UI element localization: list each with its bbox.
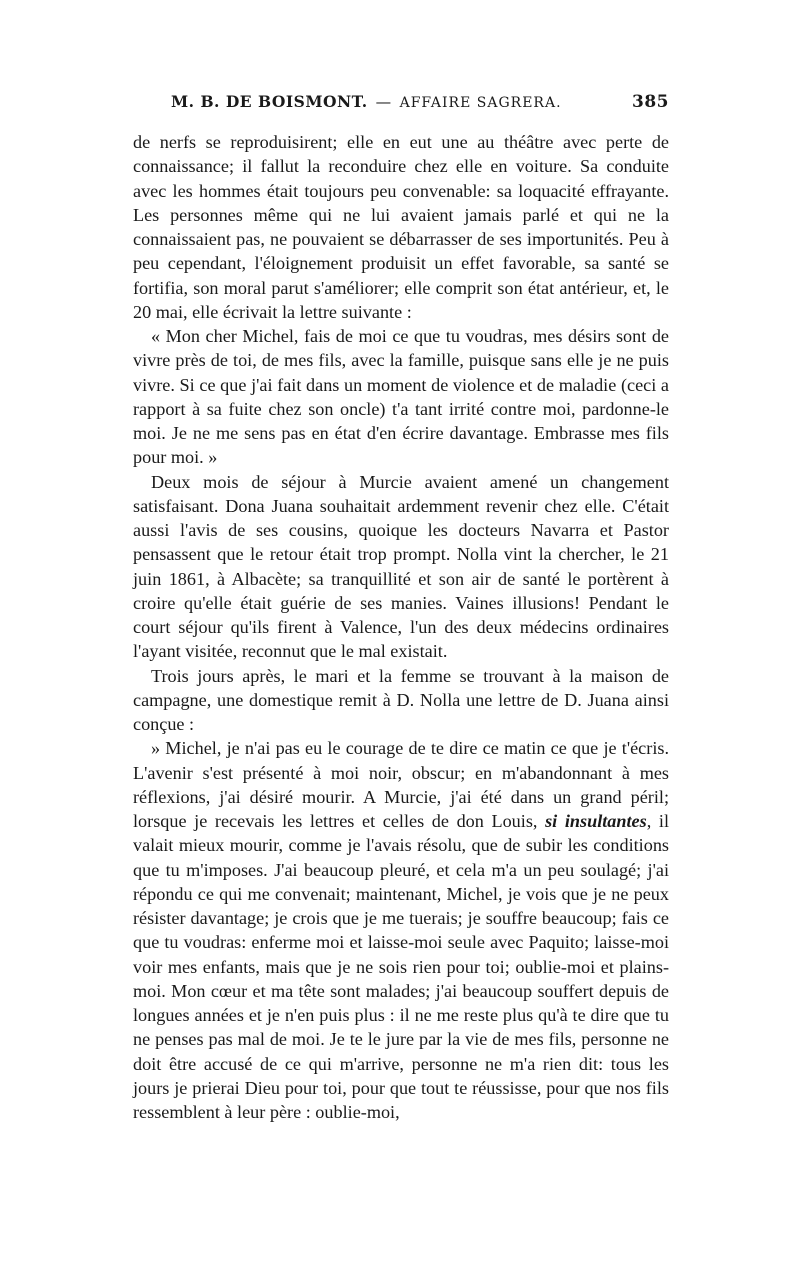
page-body: [133, 130, 669, 1124]
header-case-title: AFFAIRE SAGRERA.: [399, 95, 562, 111]
header-separator: —: [375, 93, 392, 111]
letter-text-start: » Michel, je n'ai pas eu le courage de te dire ce matin ce que je t'écris. L'avenir s'est présenté à moi noir, obscur; en m'abandonnant à mes réflexions, j'ai désiré mourir. A Murcie, j'ai été dans un grand péril; lorsque je recevais les lettres et celles de don Louis,: [133, 738, 669, 831]
page-number: 385: [632, 92, 669, 112]
paragraph-letter-intro: Trois jours après, le mari et la femme se trouvant à la maison de campagne, une domestique remit à D. Nolla une lettre de D. Juana ainsi conçue :: [133, 665, 669, 734]
letter-text-end: , il valait mieux mourir, comme je l'avais résolu, que de subir les conditions que tu m'imposes. J'ai beaucoup pleuré, et cela m'a un peu soulagé; j'ai répondu ce qui me convenait; maintenant, Michel, je vois que je ne peux résister davantage; je crois que je me tuerais; je souffre beaucoup; fais ce que tu voudras: enferme moi et laisse-moi seule avec Paquito; laisse-moi voir mes enfants, mais que je ne sois rien pour toi; oublie-moi et plains-moi. Mon cœur et ma tête sont malades; j'ai beaucoup souffert depuis de longues années et je n'en puis plus : il ne me reste plus qu'à te dire que tu ne penses pas mal de moi. Je te le jure par la vie de mes fils, personne ne doit être accusé de ce qui m'arrive, personne ne m'a rien dit: tous les jours je prierai Dieu pour toi, pour que tout te réussisse, pour que nos fils ressemblent à leur père : oublie-moi,: [133, 811, 669, 1122]
book-page: [133, 92, 669, 1124]
paragraph-narrative: Deux mois de séjour à Murcie avaient amené un changement satisfaisant. Dona Juana souhaitait ardemment revenir chez elle. C'était aussi l'avis de ses cousins, quoique les docteurs Navarra et Pastor pensassent que le retour était trop prompt. Nolla vint la chercher, le 21 juin 1861, à Albacète; sa tranquillité et son air de santé le portèrent à croire qu'elle était guérie de ses manies. Vaines illusions! Pendant le court séjour qu'ils firent à Valence, l'un des deux médecins ordinaires l'ayant visitée, reconnut que le mal existait.: [133, 471, 669, 662]
header-author: M. B. DE BOISMONT.: [171, 92, 368, 111]
paragraph-continued: de nerfs se reproduisirent; elle en eut une au théâtre avec perte de connaissance; il fallut la reconduire chez elle en voiture. Sa conduite avec les hommes était toujours peu convenable: sa loquacité effrayante. Les personnes même qui ne lui avaient jamais parlé et qui ne la connaissaient pas, ne pouvaient se débarrasser de ses importunités. Peu à peu cependant, l'éloignement produisit un effet favorable, sa santé se fortifia, son moral parut s'améliorer; elle comprit son état antérieur, et, le 20 mai, elle écrivait la lettre suivante :: [133, 132, 669, 322]
letter-emphasis: si insultantes: [545, 811, 647, 831]
paragraph-letter-one: « Mon cher Michel, fais de moi ce que tu voudras, mes désirs sont de vivre près de toi, de mes fils, avec la famille, puisque sans elle je ne puis vivre. Si ce que j'ai fait dans un moment de violence et de maladie (ceci a rapport à sa fuite chez son oncle) t'a tant irrité contre moi, pardonne-le moi. Je ne me sens pas en état d'en écrire davantage. Embrasse mes fils pour moi. »: [133, 326, 669, 468]
running-header: [133, 92, 669, 120]
paragraph-letter-two: [133, 736, 669, 1124]
header-title: [171, 92, 562, 111]
